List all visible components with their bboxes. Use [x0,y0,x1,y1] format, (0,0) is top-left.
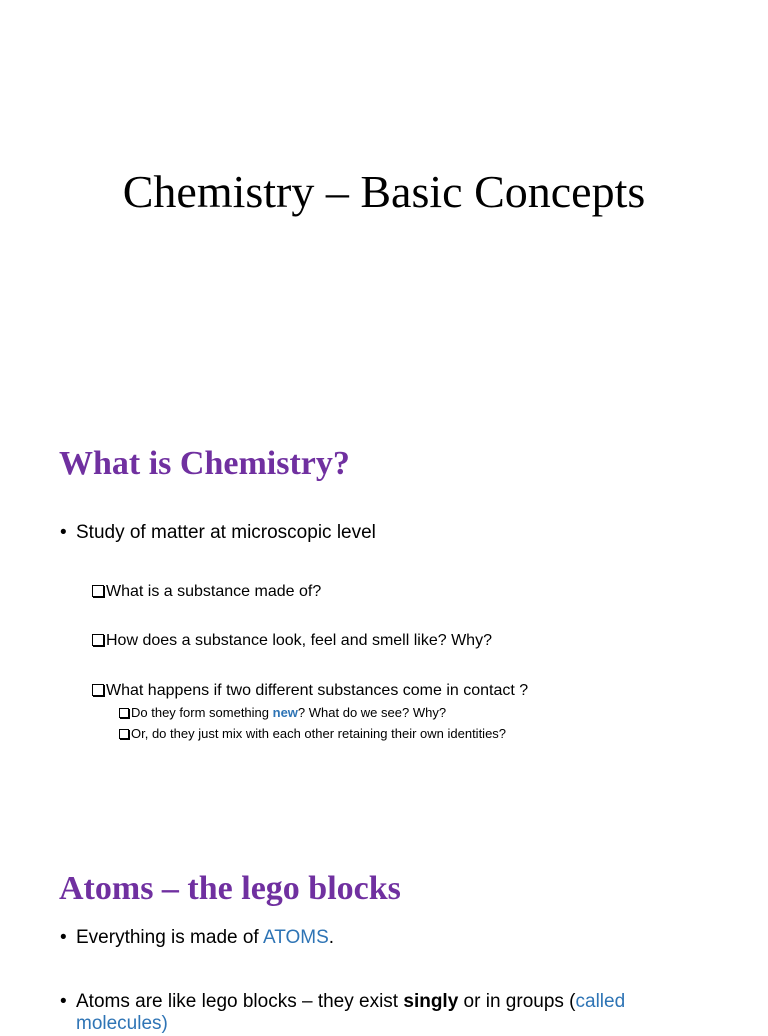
bullet-atoms-lego: • Atoms are like lego blocks – they exist singly or in groups (called [60,991,626,1012]
slide-title: Chemistry – Basic Concepts [122,166,646,217]
bullet-study-of-matter: • Study of matter at microscopic level [60,522,376,543]
checkbox-square-icon [119,729,129,739]
checkbox-square-icon [92,634,104,646]
bullet-dot-icon: • [60,522,67,543]
question-substance-made-of: What is a substance made of? [92,582,321,602]
bullet-atoms-lego-wrap [76,1012,168,1036]
question-look-feel-smell: How does a substance look, feel and smell like? Why? [92,631,492,651]
bullet-dot-icon: • [60,991,67,1012]
section-heading-atoms: Atoms – the lego blocks [59,870,401,907]
bullet-everything-atoms: • Everything is made of ATOMS. [60,927,335,948]
emphasis-singly: singly [403,991,459,1012]
section-heading-what-is-chemistry: What is Chemistry? [59,445,350,482]
highlight-new: new [272,705,298,720]
highlight-atoms: ATOMS [262,927,329,948]
highlight-called: called [575,991,626,1012]
question-two-substances: What happens if two different substances come in contact ? [92,681,528,701]
subquestion-form-something-new: Do they form something new? What do we see? Why? [119,705,446,721]
highlight-molecules: molecules) [76,1013,168,1034]
bullet-dot-icon: • [60,927,67,948]
checkbox-square-icon [92,585,104,597]
subquestion-just-mix: Or, do they just mix with each other retaining their own identities? [119,726,506,742]
checkbox-square-icon [92,684,104,696]
checkbox-square-icon [119,708,129,718]
